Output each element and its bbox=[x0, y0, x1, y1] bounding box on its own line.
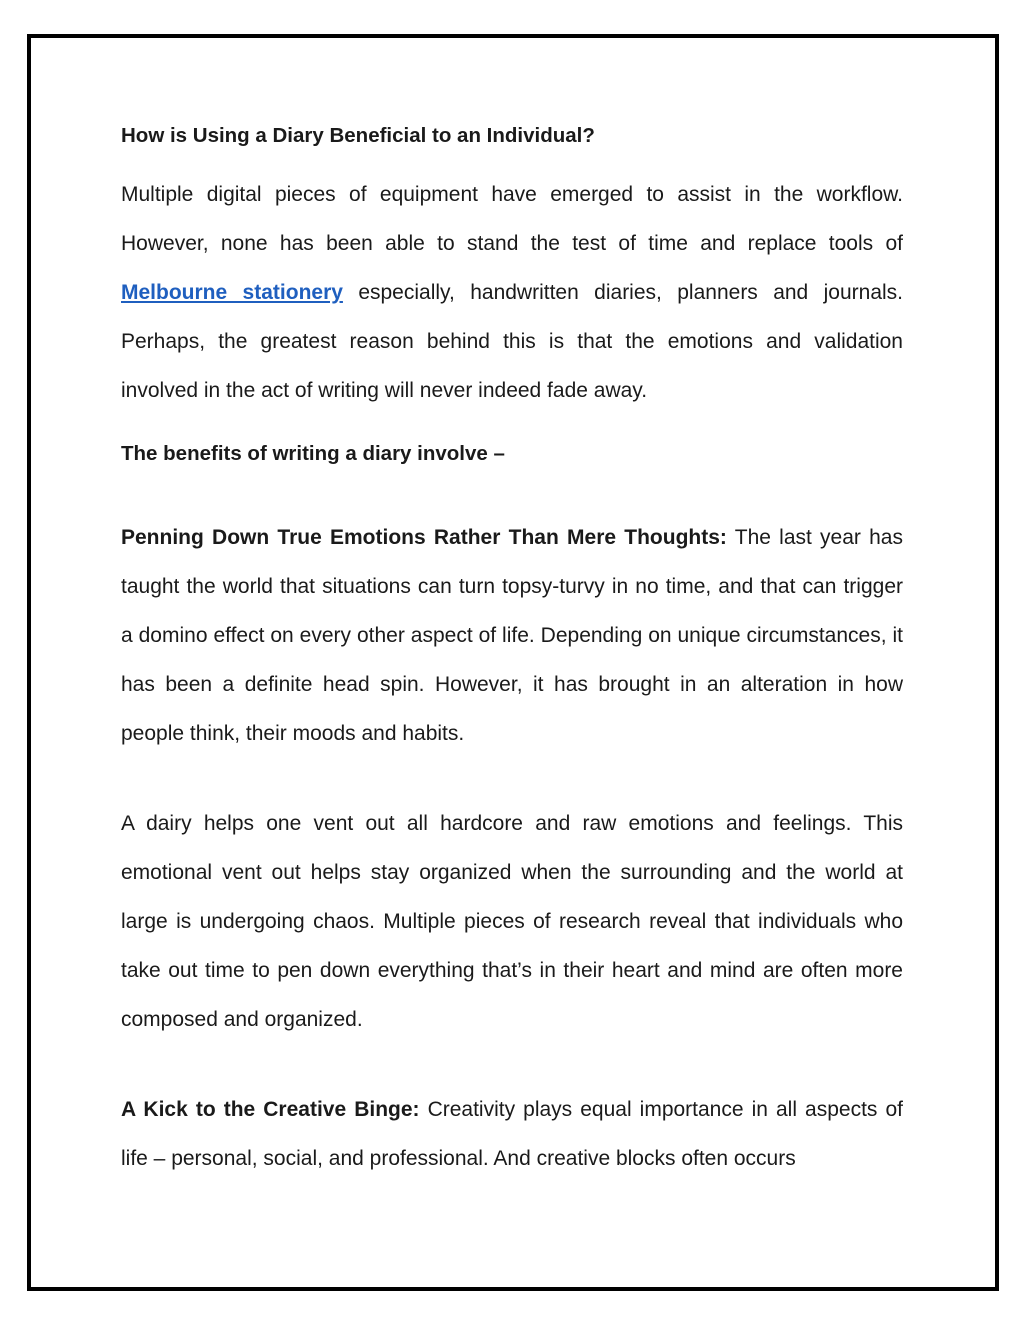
melbourne-stationery-link[interactable]: Melbourne stationery bbox=[121, 281, 343, 304]
paragraph-lead-penning: Penning Down True Emotions Rather Than Mere Thoughts: bbox=[121, 526, 727, 549]
paragraph-dairy-vent: A dairy helps one vent out all hardcore and raw emotions and feelings. This emotional vent out helps stay organized when the surrounding and the world at large is undergoing chaos. Multiple pieces of research reveal that individuals who take out time to pen down everything that’s in their heart and mind are often more composed and organized. bbox=[121, 812, 903, 1031]
heading-benefits-list: The benefits of writing a diary involve – bbox=[121, 442, 505, 465]
paragraph-creative-binge bbox=[121, 1085, 903, 1183]
intro-paragraph bbox=[121, 170, 903, 415]
heading-diary-benefits: How is Using a Diary Beneficial to an Individual? bbox=[121, 124, 595, 147]
paragraph-lead-creative: A Kick to the Creative Binge: bbox=[121, 1098, 420, 1121]
intro-text-before-link: Multiple digital pieces of equipment have emerged to assist in the workflow. However, none has been able to stand the test of time and replace tools of bbox=[121, 183, 903, 255]
paragraph-text-creative: Creativity plays equal importance in all aspects of life – personal, social, and professional. And creative blocks often occurs bbox=[121, 1098, 903, 1170]
intro-text-after-link: especially, handwritten diaries, planners and journals. Perhaps, the greatest reason behind this is that the emotions and validation involved in the act of writing will never indeed fade away. bbox=[121, 281, 904, 402]
paragraph-penning-emotions bbox=[121, 513, 903, 758]
document-body bbox=[121, 118, 903, 1183]
paragraph-text-penning: The last year has taught the world that situations can turn topsy-turvy in no time, and that can trigger a domino effect on every other aspect of life. Depending on unique circumstances, it has been a definite head spin. However, it has brought in an alteration in how people think, their moods and habits. bbox=[121, 526, 903, 745]
